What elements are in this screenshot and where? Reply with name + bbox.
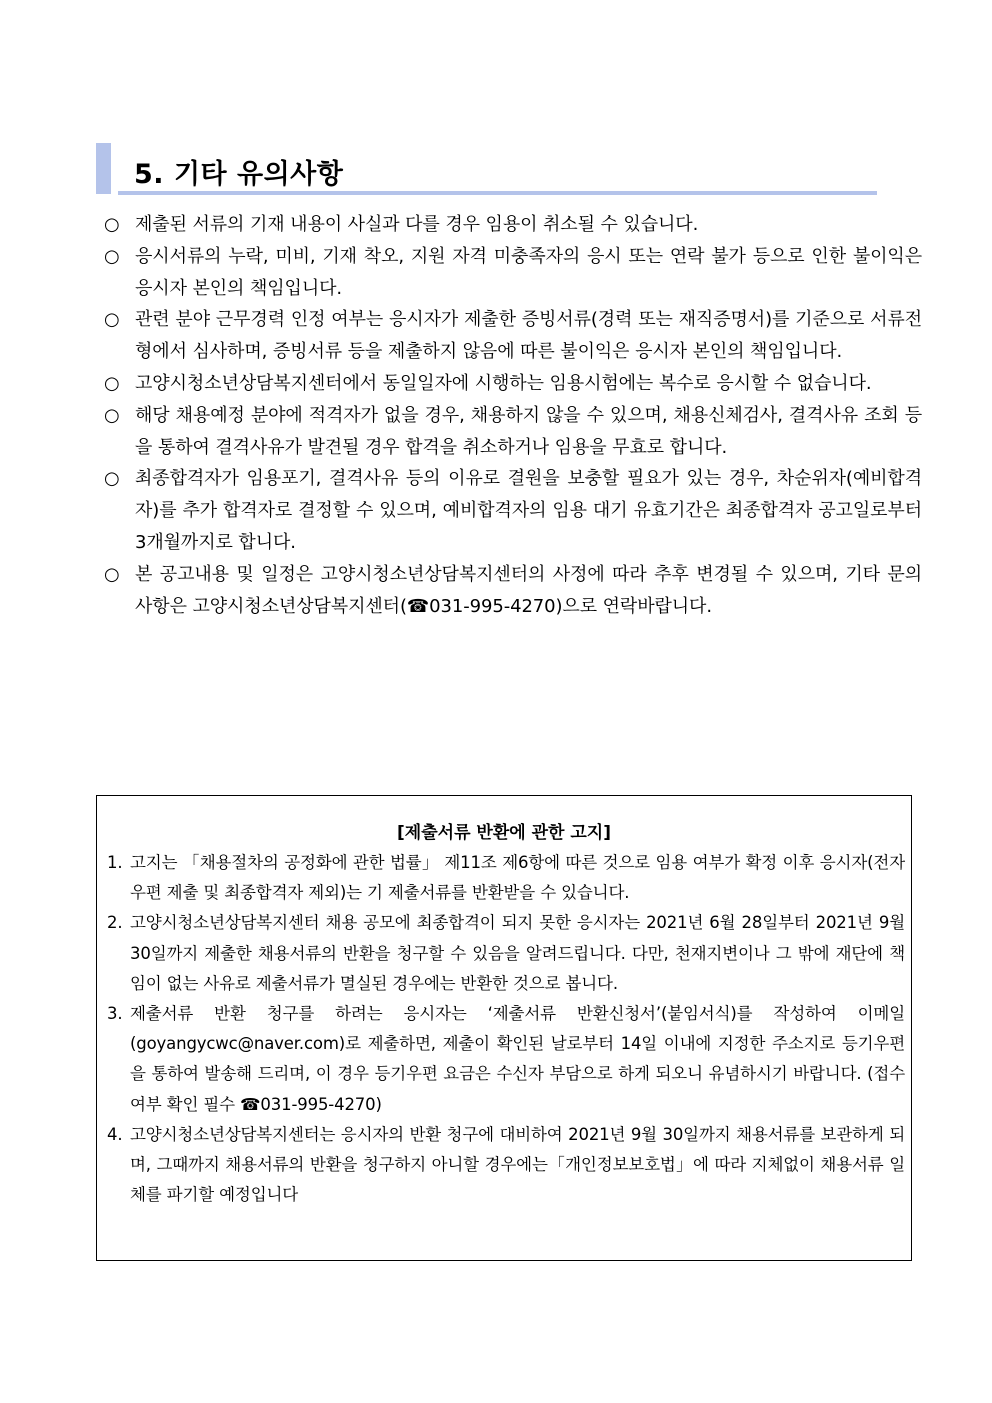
notice-item-number: 3. [107,1004,123,1024]
notice-item-number: 2. [107,913,123,933]
note-text: 최종합격자가 임용포기, 결격사유 등의 이유로 결원을 보충할 필요가 있는 경우, 차순위자(예비합격자)를 추가 합격자로 결정할 수 있으며, 예비합격자의 임용 대기 유효기간은 최종합격자 공고일로부터 3개월까지로 합니다. [135,468,922,553]
notice-item [107,999,905,1120]
notes-list [104,209,922,622]
header-underline [118,191,877,195]
note-text: 고양시청소년상담복지센터에서 동일일자에 시행하는 임용시험에는 복수로 응시할 수 없습니다. [135,372,872,394]
note-text: 해당 채용예정 분야에 적격자가 없을 경우, 채용하지 않을 수 있으며, 채용신체검사, 결격사유 조회 등을 통하여 결격사유가 발견될 경우 합격을 취소하거나 임용을 무효로 합니다. [135,404,922,458]
circle-bullet-icon: ○ [104,214,120,235]
notice-item [107,1120,905,1211]
circle-bullet-icon: ○ [104,468,120,490]
note-text: 관련 분야 근무경력 인정 여부는 응시자가 제출한 증빙서류(경력 또는 재직증명서)를 기준으로 서류전형에서 심사하며, 증빙서류 등을 제출하지 않음에 따른 불이익은 응시자 본인의 책임입니다. [135,309,922,363]
note-text: 제출된 서류의 기재 내용이 사실과 다를 경우 임용이 취소될 수 있습니다. [135,214,699,235]
section-title: 5. 기타 유의사항 [134,159,344,190]
notice-item-text: 고양시청소년상담복지센터 채용 공모에 최종합격이 되지 못한 응시자는 2021년 6월 28일부터 2021년 9월 30일까지 제출한 채용서류의 반환을 청구할 수 있음을 알려드립니다. 다만, 천재지변이나 그 밖에 재단에 책임이 없는 사유로 제출서류가 멸실된 경우에는 반환한 것으로 봅니다. [130,913,905,993]
notice-item-text: 고지는 「채용절차의 공정화에 관한 법률」 제11조 제6항에 따른 것으로 임용 여부가 확정 이후 응시자(전자우편 제출 및 최종합격자 제외)는 기 제출서류를 반환받을 수 있습니다. [130,853,905,903]
notice-item [107,848,905,908]
circle-bullet-icon: ○ [104,245,120,267]
header-accent-bar [96,143,111,194]
notice-item-number: 4. [107,1124,123,1144]
note-text: 본 공고내용 및 일정은 고양시청소년상담복지센터의 사정에 따라 추후 변경될 수 있으며, 기타 문의 사항은 고양시청소년상담복지센터(☎031-995-4270)으로 연락바랍니다. [135,563,922,617]
notice-item [107,908,905,999]
note-text: 응시서류의 누락, 미비, 기재 착오, 지원 자격 미충족자의 응시 또는 연락 불가 등으로 인한 불이익은 응시자 본인의 책임입니다. [135,245,922,299]
note-item [104,368,922,400]
note-item [104,559,922,623]
circle-bullet-icon: ○ [104,309,120,331]
notice-list [107,848,905,1210]
notice-item-number: 1. [107,853,123,872]
note-item [104,463,922,558]
notice-item-text: 제출서류 반환 청구를 하려는 응시자는 ‘제출서류 반환신청서’(붙임서식)를 작성하여 이메일(goyangycwc@naver.com)로 제출하면, 제출이 확인된 날로부터 14일 이내에 지정한 주소지로 등기우편을 통하여 발송해 드리며, 이 경우 등기우편 요금은 수신자 부담으로 하게 되오니 유념하시기 바랍니다. (접수 여부 확인 필수 ☎031-995-4270) [130,1004,905,1114]
note-item [104,241,922,305]
note-item [104,209,922,241]
section-header [96,143,877,197]
note-item [104,304,922,368]
notice-title: [제출서류 반환에 관한 고지] [397,823,611,843]
notice-item-text: 고양시청소년상담복지센터는 응시자의 반환 청구에 대비하여 2021년 9월 30일까지 채용서류를 보관하게 되며, 그때까지 채용서류의 반환을 청구하지 아니할 경우에는「개인정보보호법」에 따라 지체없이 채용서류 일체를 파기할 예정입니다 [130,1124,905,1205]
return-notice-box [96,795,912,1261]
circle-bullet-icon: ○ [104,563,120,585]
circle-bullet-icon: ○ [104,404,120,426]
circle-bullet-icon: ○ [104,372,120,394]
note-item [104,400,922,464]
